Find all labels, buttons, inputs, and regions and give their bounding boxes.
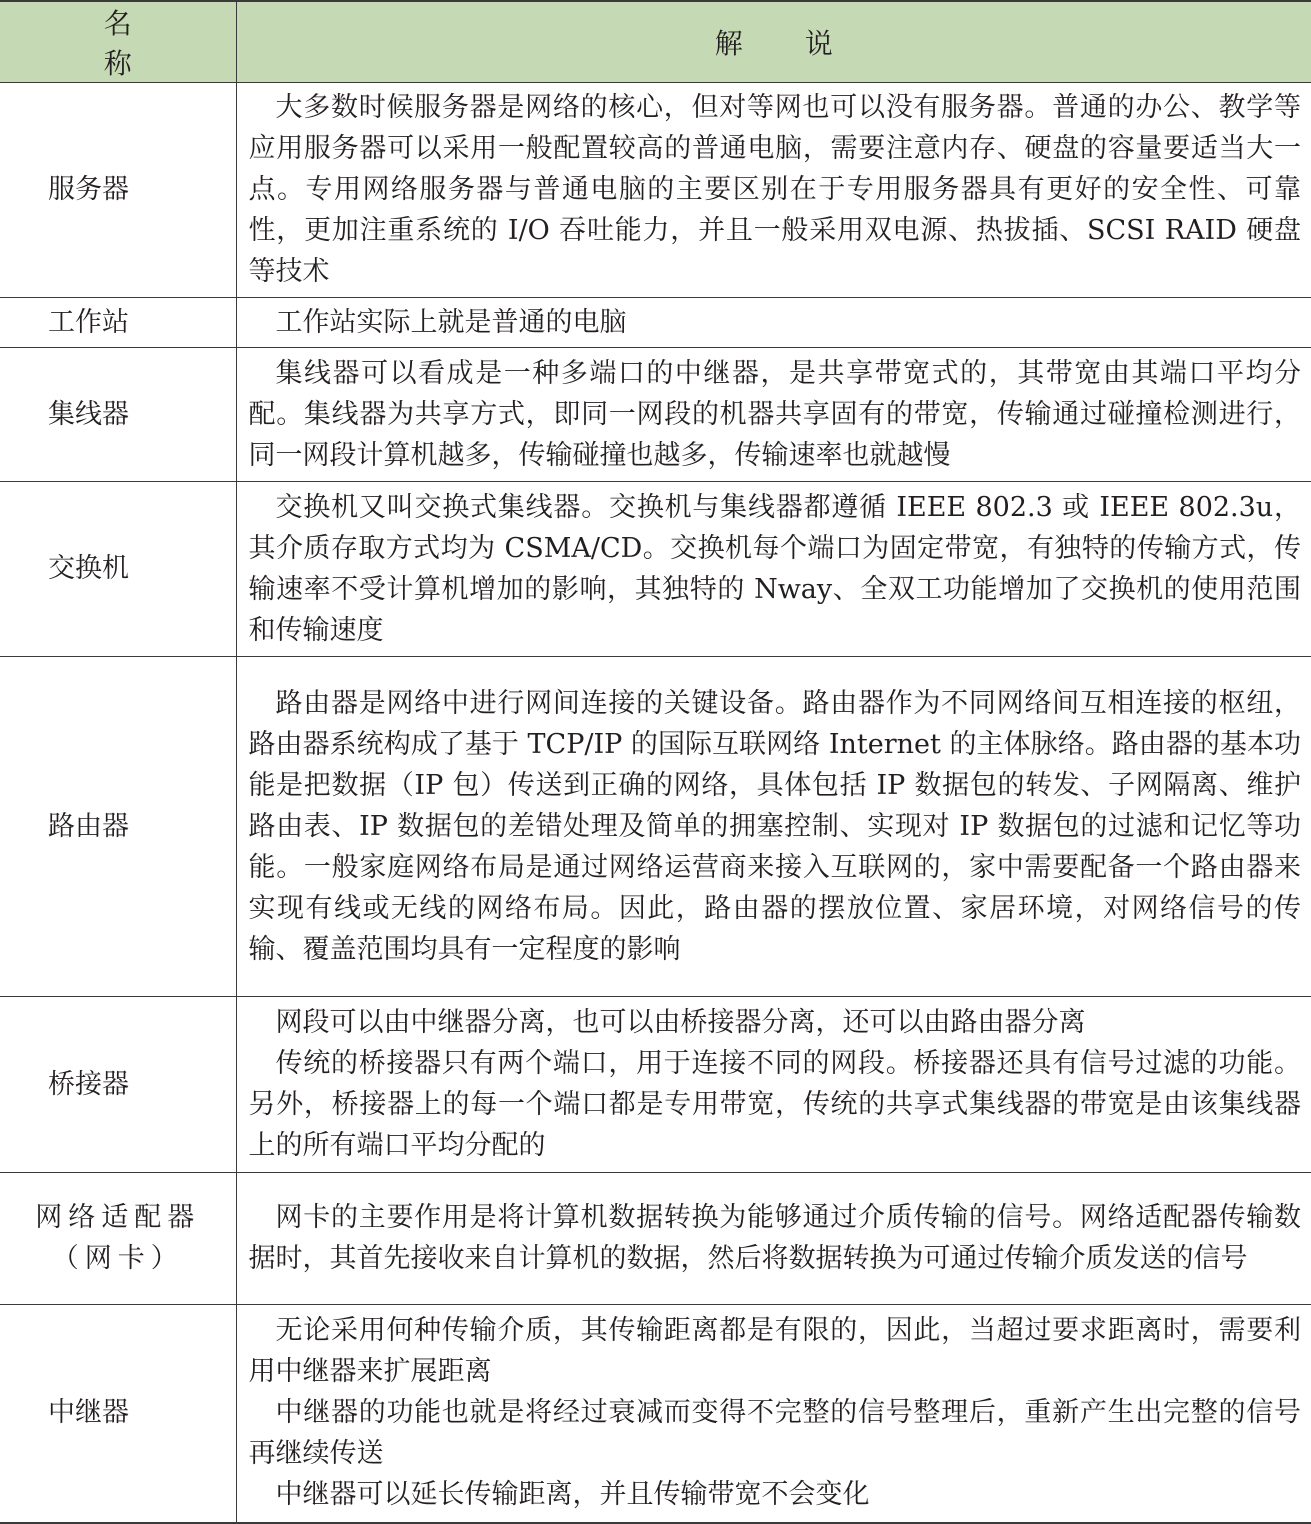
- device-name-cell: [0, 1173, 236, 1305]
- device-description-cell: [236, 1305, 1311, 1523]
- device-description-cell: [236, 482, 1311, 657]
- device-name: 工作站: [48, 306, 129, 338]
- device-name-cell: [0, 657, 236, 997]
- device-name-cell: [0, 83, 236, 298]
- header-row: [0, 1, 1311, 83]
- description-paragraph: 工作站实际上就是普通的电脑: [275, 306, 627, 338]
- table-row: [0, 348, 1311, 482]
- device-name: 集线器: [48, 398, 129, 430]
- table-header: [0, 1, 1311, 83]
- device-name: 路由器: [48, 810, 129, 842]
- device-name: 交换机: [48, 553, 129, 584]
- device-name-cell: [0, 348, 236, 482]
- description-paragraph: 集线器可以看成是一种多端口的中继器，是共享带宽式的，其带宽由其端口平均分配。集线器为共享方式，即同一网段的机器共享固有的带宽，传输通过碰撞检测进行，同一网段计算机越多，传输碰撞也越多，传输速率也就越慢: [248, 357, 1301, 471]
- device-description-cell: [236, 997, 1311, 1173]
- device-name: 中继器: [48, 1397, 129, 1429]
- table-row: [0, 482, 1311, 657]
- device-name-cell: [0, 1305, 236, 1523]
- device-name-cell: [0, 298, 236, 348]
- description-paragraph: 中继器的功能也就是将经过衰减而变得不完整的信号整理后，重新产生出完整的信号再继续传送: [248, 1397, 1301, 1470]
- device-description-cell: [236, 298, 1311, 348]
- description-paragraph: 网卡的主要作用是将计算机数据转换为能够通过介质传输的信号。网络适配器传输数据时，其首先接收来自计算机的数据，然后将数据转换为可通过传输介质发送的信号: [248, 1202, 1301, 1274]
- table-row: [0, 1173, 1311, 1305]
- device-name: 网络适配器: [35, 1202, 201, 1233]
- table-row: [0, 298, 1311, 348]
- description-paragraph: 中继器可以延长传输距离，并且传输带宽不会变化: [275, 1479, 870, 1511]
- table-body: [0, 83, 1311, 1523]
- description-paragraph: 大多数时候服务器是网络的核心，但对等网也可以没有服务器。普通的办公、教学等应用服务器可以采用一般配置较高的普通电脑，需要注意内存、硬盘的容量要适当大一点。专用网络服务器与普通电脑的主要区别在于专用服务器具有更好的安全性、可靠性，更加注重系统的 I/O 吞吐能力，并且一般采用双电源、热拔插、SCSI RAID 硬盘等技术: [248, 92, 1301, 287]
- device-name: （网卡）: [51, 1243, 184, 1274]
- table-row: [0, 1305, 1311, 1523]
- description-paragraph: 传统的桥接器只有两个端口，用于连接不同的网段。桥接器还具有信号过滤的功能。另外，桥接器上的每一个端口都是专用带宽，传统的共享式集线器的带宽是由该集线器上的所有端口平均分配的: [248, 1048, 1301, 1161]
- device-description-cell: [236, 83, 1311, 298]
- device-name: 服务器: [48, 174, 129, 205]
- device-name-cell: [0, 482, 236, 657]
- device-name: 桥接器: [48, 1068, 129, 1100]
- header-description: 解说: [236, 1, 1311, 83]
- device-description-cell: [236, 348, 1311, 482]
- device-description-cell: [236, 657, 1311, 997]
- table-row: [0, 997, 1311, 1173]
- device-description-cell: [236, 1173, 1311, 1305]
- device-name-cell: [0, 997, 236, 1173]
- description-paragraph: 无论采用何种传输介质，其传输距离都是有限的，因此，当超过要求距离时，需要利用中继器来扩展距离: [248, 1315, 1301, 1388]
- description-paragraph: 交换机又叫交换式集线器。交换机与集线器都遵循 IEEE 802.3 或 IEEE 802.3u，其介质存取方式均为 CSMA/CD。交换机每个端口为固定带宽，有独特的传输方式，传输速率不受计算机增加的影响，其独特的 Nway、全双工功能增加了交换机的使用范围和传输速度: [248, 491, 1301, 646]
- table-row: [0, 83, 1311, 298]
- description-paragraph: 路由器是网络中进行网间连接的关键设备。路由器作为不同网络间互相连接的枢纽，路由器系统构成了基于 TCP/IP 的国际互联网络 Internet 的主体脉络。路由器的基本功能是把数据（IP 包）传送到正确的网络，具体包括 IP 数据包的转发、子网隔离、维护路由表、IP 数据包的差错处理及简单的拥塞控制、实现对 IP 数据包的过滤和记忆等功能。一般家庭网络布局是通过网络运营商来接入互联网的，家中需要配备一个路由器来实现有线或无线的网络布局。因此，路由器的摆放位置、家居环境，对网络信号的传输、覆盖范围均具有一定程度的影响: [248, 687, 1301, 965]
- table-row: [0, 657, 1311, 997]
- header-name: 名称: [0, 1, 236, 83]
- description-paragraph: 网段可以由中继器分离，也可以由桥接器分离，还可以由路由器分离: [275, 1007, 1086, 1038]
